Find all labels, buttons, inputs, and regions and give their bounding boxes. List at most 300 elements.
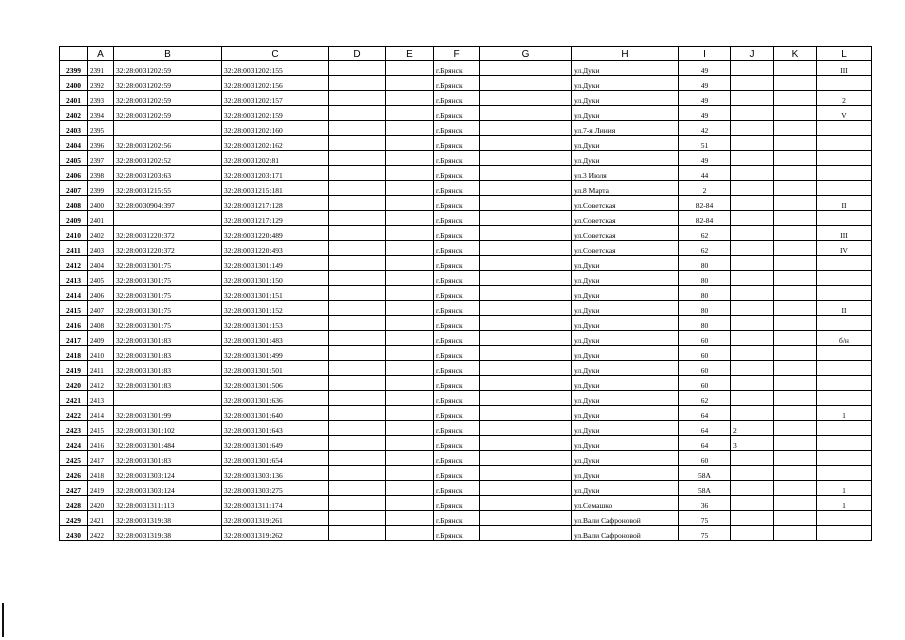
cell-b[interactable]: 32:28:0031215:55 [114, 181, 222, 196]
cell-c[interactable]: 32:28:0031301:649 [222, 436, 329, 451]
cell-f[interactable]: г.Брянск [434, 256, 480, 271]
cell-k[interactable] [774, 466, 817, 481]
cell-k[interactable] [774, 406, 817, 421]
cell-e[interactable] [386, 496, 434, 511]
row-number-cell[interactable]: 2411 [60, 241, 88, 256]
cell-c[interactable]: 32:28:0031202:155 [222, 61, 329, 76]
cell-j[interactable] [731, 256, 774, 271]
column-header-f[interactable]: F [434, 47, 480, 61]
row-number-cell[interactable]: 2406 [60, 166, 88, 181]
cell-i[interactable]: 64 [679, 421, 731, 436]
row-number-cell[interactable]: 2415 [60, 301, 88, 316]
cell-a[interactable]: 2403 [88, 241, 114, 256]
cell-e[interactable] [386, 211, 434, 226]
cell-g[interactable] [480, 241, 572, 256]
cell-i[interactable]: 60 [679, 346, 731, 361]
cell-i[interactable]: 62 [679, 241, 731, 256]
cell-g[interactable] [480, 106, 572, 121]
cell-k[interactable] [774, 511, 817, 526]
cell-d[interactable] [329, 211, 386, 226]
cell-i[interactable]: 75 [679, 511, 731, 526]
cell-l[interactable] [817, 136, 872, 151]
cell-d[interactable] [329, 511, 386, 526]
cell-l[interactable]: II [817, 196, 872, 211]
cell-b[interactable]: 32:28:0031301:75 [114, 286, 222, 301]
cell-i[interactable]: 51 [679, 136, 731, 151]
cell-k[interactable] [774, 526, 817, 541]
row-number-cell[interactable]: 2414 [60, 286, 88, 301]
cell-a[interactable]: 2391 [88, 61, 114, 76]
cell-a[interactable]: 2416 [88, 436, 114, 451]
cell-g[interactable] [480, 91, 572, 106]
cell-d[interactable] [329, 361, 386, 376]
cell-a[interactable]: 2402 [88, 226, 114, 241]
row-number-cell[interactable]: 2417 [60, 331, 88, 346]
cell-k[interactable] [774, 196, 817, 211]
cell-g[interactable] [480, 256, 572, 271]
cell-g[interactable] [480, 301, 572, 316]
cell-j[interactable] [731, 316, 774, 331]
cell-e[interactable] [386, 61, 434, 76]
cell-i[interactable]: 80 [679, 301, 731, 316]
cell-e[interactable] [386, 151, 434, 166]
cell-c[interactable]: 32:28:0031220:493 [222, 241, 329, 256]
column-header-g[interactable]: G [480, 47, 572, 61]
cell-h[interactable]: ул.Дуки [572, 316, 679, 331]
cell-c[interactable]: 32:28:0031301:640 [222, 406, 329, 421]
cell-a[interactable]: 2392 [88, 76, 114, 91]
cell-b[interactable]: 32:28:0031301:83 [114, 451, 222, 466]
cell-l[interactable] [817, 256, 872, 271]
cell-b[interactable]: 32:28:0031202:52 [114, 151, 222, 166]
cell-f[interactable]: г.Брянск [434, 466, 480, 481]
cell-a[interactable]: 2422 [88, 526, 114, 541]
cell-a[interactable]: 2400 [88, 196, 114, 211]
cell-l[interactable] [817, 76, 872, 91]
cell-g[interactable] [480, 481, 572, 496]
cell-c[interactable]: 32:28:0031301:150 [222, 271, 329, 286]
cell-g[interactable] [480, 271, 572, 286]
cell-l[interactable]: 1 [817, 496, 872, 511]
cell-k[interactable] [774, 436, 817, 451]
cell-e[interactable] [386, 136, 434, 151]
cell-d[interactable] [329, 286, 386, 301]
cell-e[interactable] [386, 346, 434, 361]
cell-g[interactable] [480, 151, 572, 166]
cell-b[interactable] [114, 391, 222, 406]
cell-h[interactable]: ул.Семашко [572, 496, 679, 511]
cell-l[interactable] [817, 376, 872, 391]
cell-g[interactable] [480, 361, 572, 376]
cell-j[interactable] [731, 526, 774, 541]
cell-b[interactable]: 32:28:0031301:75 [114, 271, 222, 286]
cell-j[interactable] [731, 451, 774, 466]
cell-h[interactable]: ул.Вали Сафроновой [572, 511, 679, 526]
cell-d[interactable] [329, 376, 386, 391]
cell-k[interactable] [774, 136, 817, 151]
cell-g[interactable] [480, 61, 572, 76]
cell-a[interactable]: 2412 [88, 376, 114, 391]
cell-l[interactable] [817, 526, 872, 541]
cell-e[interactable] [386, 361, 434, 376]
cell-d[interactable] [329, 496, 386, 511]
cell-g[interactable] [480, 211, 572, 226]
cell-f[interactable]: г.Брянск [434, 226, 480, 241]
column-header-d[interactable]: D [329, 47, 386, 61]
cell-c[interactable]: 32:28:0031301:643 [222, 421, 329, 436]
cell-f[interactable]: г.Брянск [434, 511, 480, 526]
cell-g[interactable] [480, 181, 572, 196]
cell-c[interactable]: 32:28:0031301:654 [222, 451, 329, 466]
cell-b[interactable]: 32:28:0031301:83 [114, 346, 222, 361]
cell-i[interactable]: 80 [679, 256, 731, 271]
cell-h[interactable]: ул.Советская [572, 211, 679, 226]
column-header-c[interactable]: C [222, 47, 329, 61]
cell-c[interactable]: 32:28:0031202:162 [222, 136, 329, 151]
cell-b[interactable]: 32:28:0030904:397 [114, 196, 222, 211]
cell-f[interactable]: г.Брянск [434, 136, 480, 151]
cell-f[interactable]: г.Брянск [434, 481, 480, 496]
cell-c[interactable]: 32:28:0031220:489 [222, 226, 329, 241]
cell-e[interactable] [386, 451, 434, 466]
cell-a[interactable]: 2407 [88, 301, 114, 316]
cell-i[interactable]: 36 [679, 496, 731, 511]
cell-k[interactable] [774, 166, 817, 181]
cell-f[interactable]: г.Брянск [434, 211, 480, 226]
cell-d[interactable] [329, 181, 386, 196]
cell-j[interactable] [731, 76, 774, 91]
cell-i[interactable]: 44 [679, 166, 731, 181]
cell-b[interactable]: 32:28:0031202:59 [114, 91, 222, 106]
cell-f[interactable]: г.Брянск [434, 421, 480, 436]
cell-d[interactable] [329, 526, 386, 541]
cell-i[interactable]: 64 [679, 436, 731, 451]
cell-d[interactable] [329, 421, 386, 436]
cell-a[interactable]: 2396 [88, 136, 114, 151]
cell-b[interactable]: 32:28:0031319:38 [114, 511, 222, 526]
cell-l[interactable] [817, 316, 872, 331]
cell-j[interactable] [731, 301, 774, 316]
cell-f[interactable]: г.Брянск [434, 181, 480, 196]
cell-l[interactable]: II [817, 301, 872, 316]
cell-g[interactable] [480, 496, 572, 511]
cell-f[interactable]: г.Брянск [434, 496, 480, 511]
cell-l[interactable]: III [817, 61, 872, 76]
cell-c[interactable]: 32:28:0031217:128 [222, 196, 329, 211]
cell-e[interactable] [386, 391, 434, 406]
cell-d[interactable] [329, 256, 386, 271]
cell-e[interactable] [386, 466, 434, 481]
cell-b[interactable]: 32:28:0031202:56 [114, 136, 222, 151]
cell-b[interactable]: 32:28:0031303:124 [114, 466, 222, 481]
cell-b[interactable]: 32:28:0031202:59 [114, 106, 222, 121]
row-number-cell[interactable]: 2420 [60, 376, 88, 391]
cell-e[interactable] [386, 286, 434, 301]
cell-f[interactable]: г.Брянск [434, 331, 480, 346]
row-number-cell[interactable]: 2399 [60, 61, 88, 76]
cell-j[interactable] [731, 496, 774, 511]
cell-l[interactable]: 1 [817, 481, 872, 496]
cell-i[interactable]: 60 [679, 376, 731, 391]
cell-c[interactable]: 32:28:0031202:159 [222, 106, 329, 121]
cell-f[interactable]: г.Брянск [434, 316, 480, 331]
cell-d[interactable] [329, 436, 386, 451]
cell-e[interactable] [386, 301, 434, 316]
cell-h[interactable]: ул.Дуки [572, 136, 679, 151]
cell-h[interactable]: ул.Дуки [572, 331, 679, 346]
cell-h[interactable]: ул.Дуки [572, 346, 679, 361]
cell-g[interactable] [480, 331, 572, 346]
row-number-cell[interactable]: 2426 [60, 466, 88, 481]
cell-c[interactable]: 32:28:0031202:81 [222, 151, 329, 166]
cell-c[interactable]: 32:28:0031303:136 [222, 466, 329, 481]
cell-b[interactable]: 32:28:0031220:372 [114, 241, 222, 256]
cell-f[interactable]: г.Брянск [434, 166, 480, 181]
cell-f[interactable]: г.Брянск [434, 526, 480, 541]
cell-e[interactable] [386, 436, 434, 451]
cell-k[interactable] [774, 106, 817, 121]
cell-d[interactable] [329, 271, 386, 286]
cell-g[interactable] [480, 76, 572, 91]
cell-i[interactable]: 2 [679, 181, 731, 196]
cell-h[interactable]: ул.Дуки [572, 151, 679, 166]
cell-c[interactable]: 32:28:0031301:483 [222, 331, 329, 346]
cell-h[interactable]: ул.7-я Линия [572, 121, 679, 136]
cell-k[interactable] [774, 331, 817, 346]
cell-l[interactable] [817, 451, 872, 466]
cell-f[interactable]: г.Брянск [434, 91, 480, 106]
row-number-cell[interactable]: 2428 [60, 496, 88, 511]
cell-c[interactable]: 32:28:0031319:261 [222, 511, 329, 526]
cell-b[interactable]: 32:28:0031301:83 [114, 331, 222, 346]
cell-k[interactable] [774, 256, 817, 271]
cell-h[interactable]: ул.3 Июля [572, 166, 679, 181]
cell-d[interactable] [329, 226, 386, 241]
cell-k[interactable] [774, 211, 817, 226]
cell-c[interactable]: 32:28:0031215:181 [222, 181, 329, 196]
cell-j[interactable] [731, 91, 774, 106]
cell-j[interactable] [731, 271, 774, 286]
cell-h[interactable]: ул.Дуки [572, 391, 679, 406]
cell-j[interactable] [731, 61, 774, 76]
row-number-cell[interactable]: 2412 [60, 256, 88, 271]
cell-j[interactable] [731, 361, 774, 376]
cell-h[interactable]: ул.Дуки [572, 421, 679, 436]
cell-l[interactable]: б/н [817, 331, 872, 346]
row-number-cell[interactable]: 2400 [60, 76, 88, 91]
cell-a[interactable]: 2417 [88, 451, 114, 466]
cell-f[interactable]: г.Брянск [434, 151, 480, 166]
column-header-j[interactable]: J [731, 47, 774, 61]
cell-l[interactable] [817, 466, 872, 481]
cell-j[interactable] [731, 286, 774, 301]
cell-i[interactable]: 42 [679, 121, 731, 136]
cell-h[interactable]: ул.Дуки [572, 91, 679, 106]
cell-l[interactable]: V [817, 106, 872, 121]
cell-a[interactable]: 2398 [88, 166, 114, 181]
cell-h[interactable]: ул.Дуки [572, 466, 679, 481]
cell-c[interactable]: 32:28:0031319:262 [222, 526, 329, 541]
cell-h[interactable]: ул.Дуки [572, 301, 679, 316]
cell-b[interactable]: 32:28:0031303:124 [114, 481, 222, 496]
cell-i[interactable]: 82-84 [679, 196, 731, 211]
cell-d[interactable] [329, 106, 386, 121]
cell-h[interactable]: ул.8 Марта [572, 181, 679, 196]
cell-l[interactable]: III [817, 226, 872, 241]
cell-e[interactable] [386, 121, 434, 136]
cell-e[interactable] [386, 331, 434, 346]
cell-d[interactable] [329, 166, 386, 181]
cell-h[interactable]: ул.Дуки [572, 406, 679, 421]
cell-j[interactable] [731, 481, 774, 496]
cell-b[interactable]: 32:28:0031202:59 [114, 76, 222, 91]
cell-j[interactable] [731, 241, 774, 256]
cell-i[interactable]: 58А [679, 466, 731, 481]
cell-g[interactable] [480, 451, 572, 466]
cell-a[interactable]: 2410 [88, 346, 114, 361]
cell-b[interactable]: 32:28:0031202:59 [114, 61, 222, 76]
cell-b[interactable] [114, 121, 222, 136]
column-header-e[interactable]: E [386, 47, 434, 61]
column-header-b[interactable]: B [114, 47, 222, 61]
cell-i[interactable]: 62 [679, 391, 731, 406]
row-number-cell[interactable]: 2427 [60, 481, 88, 496]
cell-e[interactable] [386, 226, 434, 241]
cell-c[interactable]: 32:28:0031217:129 [222, 211, 329, 226]
cell-j[interactable]: 3 [731, 436, 774, 451]
cell-c[interactable]: 32:28:0031202:156 [222, 76, 329, 91]
cell-i[interactable]: 49 [679, 151, 731, 166]
cell-k[interactable] [774, 481, 817, 496]
cell-i[interactable]: 82-84 [679, 211, 731, 226]
cell-f[interactable]: г.Брянск [434, 286, 480, 301]
row-number-cell[interactable]: 2403 [60, 121, 88, 136]
cell-k[interactable] [774, 76, 817, 91]
cell-b[interactable]: 32:28:0031301:83 [114, 361, 222, 376]
cell-b[interactable]: 32:28:0031311:113 [114, 496, 222, 511]
row-number-cell[interactable]: 2424 [60, 436, 88, 451]
cell-g[interactable] [480, 391, 572, 406]
cell-c[interactable]: 32:28:0031301:501 [222, 361, 329, 376]
row-number-cell[interactable]: 2404 [60, 136, 88, 151]
cell-i[interactable]: 80 [679, 286, 731, 301]
cell-g[interactable] [480, 316, 572, 331]
column-header-h[interactable]: H [572, 47, 679, 61]
cell-e[interactable] [386, 271, 434, 286]
cell-f[interactable]: г.Брянск [434, 121, 480, 136]
cell-l[interactable] [817, 211, 872, 226]
cell-k[interactable] [774, 421, 817, 436]
cell-g[interactable] [480, 406, 572, 421]
cell-h[interactable]: ул.Дуки [572, 256, 679, 271]
row-number-cell[interactable]: 2423 [60, 421, 88, 436]
cell-e[interactable] [386, 76, 434, 91]
cell-h[interactable]: ул.Дуки [572, 106, 679, 121]
cell-h[interactable]: ул.Советская [572, 196, 679, 211]
cell-l[interactable] [817, 181, 872, 196]
cell-f[interactable]: г.Брянск [434, 406, 480, 421]
cell-b[interactable]: 32:28:0031301:75 [114, 316, 222, 331]
row-number-cell[interactable]: 2419 [60, 361, 88, 376]
cell-l[interactable] [817, 436, 872, 451]
cell-c[interactable]: 32:28:0031311:174 [222, 496, 329, 511]
cell-a[interactable]: 2415 [88, 421, 114, 436]
cell-a[interactable]: 2397 [88, 151, 114, 166]
cell-c[interactable]: 32:28:0031301:149 [222, 256, 329, 271]
cell-i[interactable]: 49 [679, 91, 731, 106]
cell-e[interactable] [386, 406, 434, 421]
cell-e[interactable] [386, 526, 434, 541]
row-number-cell[interactable]: 2410 [60, 226, 88, 241]
cell-f[interactable]: г.Брянск [434, 301, 480, 316]
cell-a[interactable]: 2418 [88, 466, 114, 481]
cell-k[interactable] [774, 121, 817, 136]
cell-e[interactable] [386, 106, 434, 121]
cell-e[interactable] [386, 241, 434, 256]
cell-b[interactable]: 32:28:0031301:102 [114, 421, 222, 436]
cell-j[interactable] [731, 391, 774, 406]
column-header-l[interactable]: L [817, 47, 872, 61]
cell-l[interactable] [817, 511, 872, 526]
cell-d[interactable] [329, 301, 386, 316]
cell-j[interactable]: 2 [731, 421, 774, 436]
cell-f[interactable]: г.Брянск [434, 346, 480, 361]
cell-h[interactable]: ул.Советская [572, 226, 679, 241]
cell-d[interactable] [329, 61, 386, 76]
cell-i[interactable]: 49 [679, 76, 731, 91]
cell-i[interactable]: 62 [679, 226, 731, 241]
cell-a[interactable]: 2405 [88, 271, 114, 286]
cell-l[interactable]: 1 [817, 406, 872, 421]
cell-h[interactable]: ул.Дуки [572, 376, 679, 391]
cell-l[interactable] [817, 121, 872, 136]
cell-h[interactable]: ул.Дуки [572, 286, 679, 301]
cell-d[interactable] [329, 451, 386, 466]
column-header-i[interactable]: I [679, 47, 731, 61]
cell-a[interactable]: 2408 [88, 316, 114, 331]
cell-c[interactable]: 32:28:0031202:157 [222, 91, 329, 106]
cell-c[interactable]: 32:28:0031202:160 [222, 121, 329, 136]
cell-a[interactable]: 2421 [88, 511, 114, 526]
cell-h[interactable]: ул.Советская [572, 241, 679, 256]
cell-i[interactable]: 75 [679, 526, 731, 541]
cell-f[interactable]: г.Брянск [434, 106, 480, 121]
row-number-cell[interactable]: 2408 [60, 196, 88, 211]
cell-c[interactable]: 32:28:0031301:152 [222, 301, 329, 316]
cell-g[interactable] [480, 136, 572, 151]
cell-a[interactable]: 2409 [88, 331, 114, 346]
cell-e[interactable] [386, 481, 434, 496]
cell-c[interactable]: 32:28:0031301:151 [222, 286, 329, 301]
cell-d[interactable] [329, 406, 386, 421]
cell-d[interactable] [329, 76, 386, 91]
cell-g[interactable] [480, 466, 572, 481]
cell-h[interactable]: ул.Дуки [572, 436, 679, 451]
column-header-k[interactable]: K [774, 47, 817, 61]
cell-g[interactable] [480, 526, 572, 541]
cell-d[interactable] [329, 466, 386, 481]
row-number-cell[interactable]: 2401 [60, 91, 88, 106]
cell-i[interactable]: 49 [679, 106, 731, 121]
cell-h[interactable]: ул.Дуки [572, 61, 679, 76]
cell-i[interactable]: 80 [679, 271, 731, 286]
cell-i[interactable]: 80 [679, 316, 731, 331]
row-number-cell[interactable]: 2421 [60, 391, 88, 406]
cell-d[interactable] [329, 136, 386, 151]
cell-j[interactable] [731, 346, 774, 361]
cell-c[interactable]: 32:28:0031301:506 [222, 376, 329, 391]
cell-g[interactable] [480, 166, 572, 181]
